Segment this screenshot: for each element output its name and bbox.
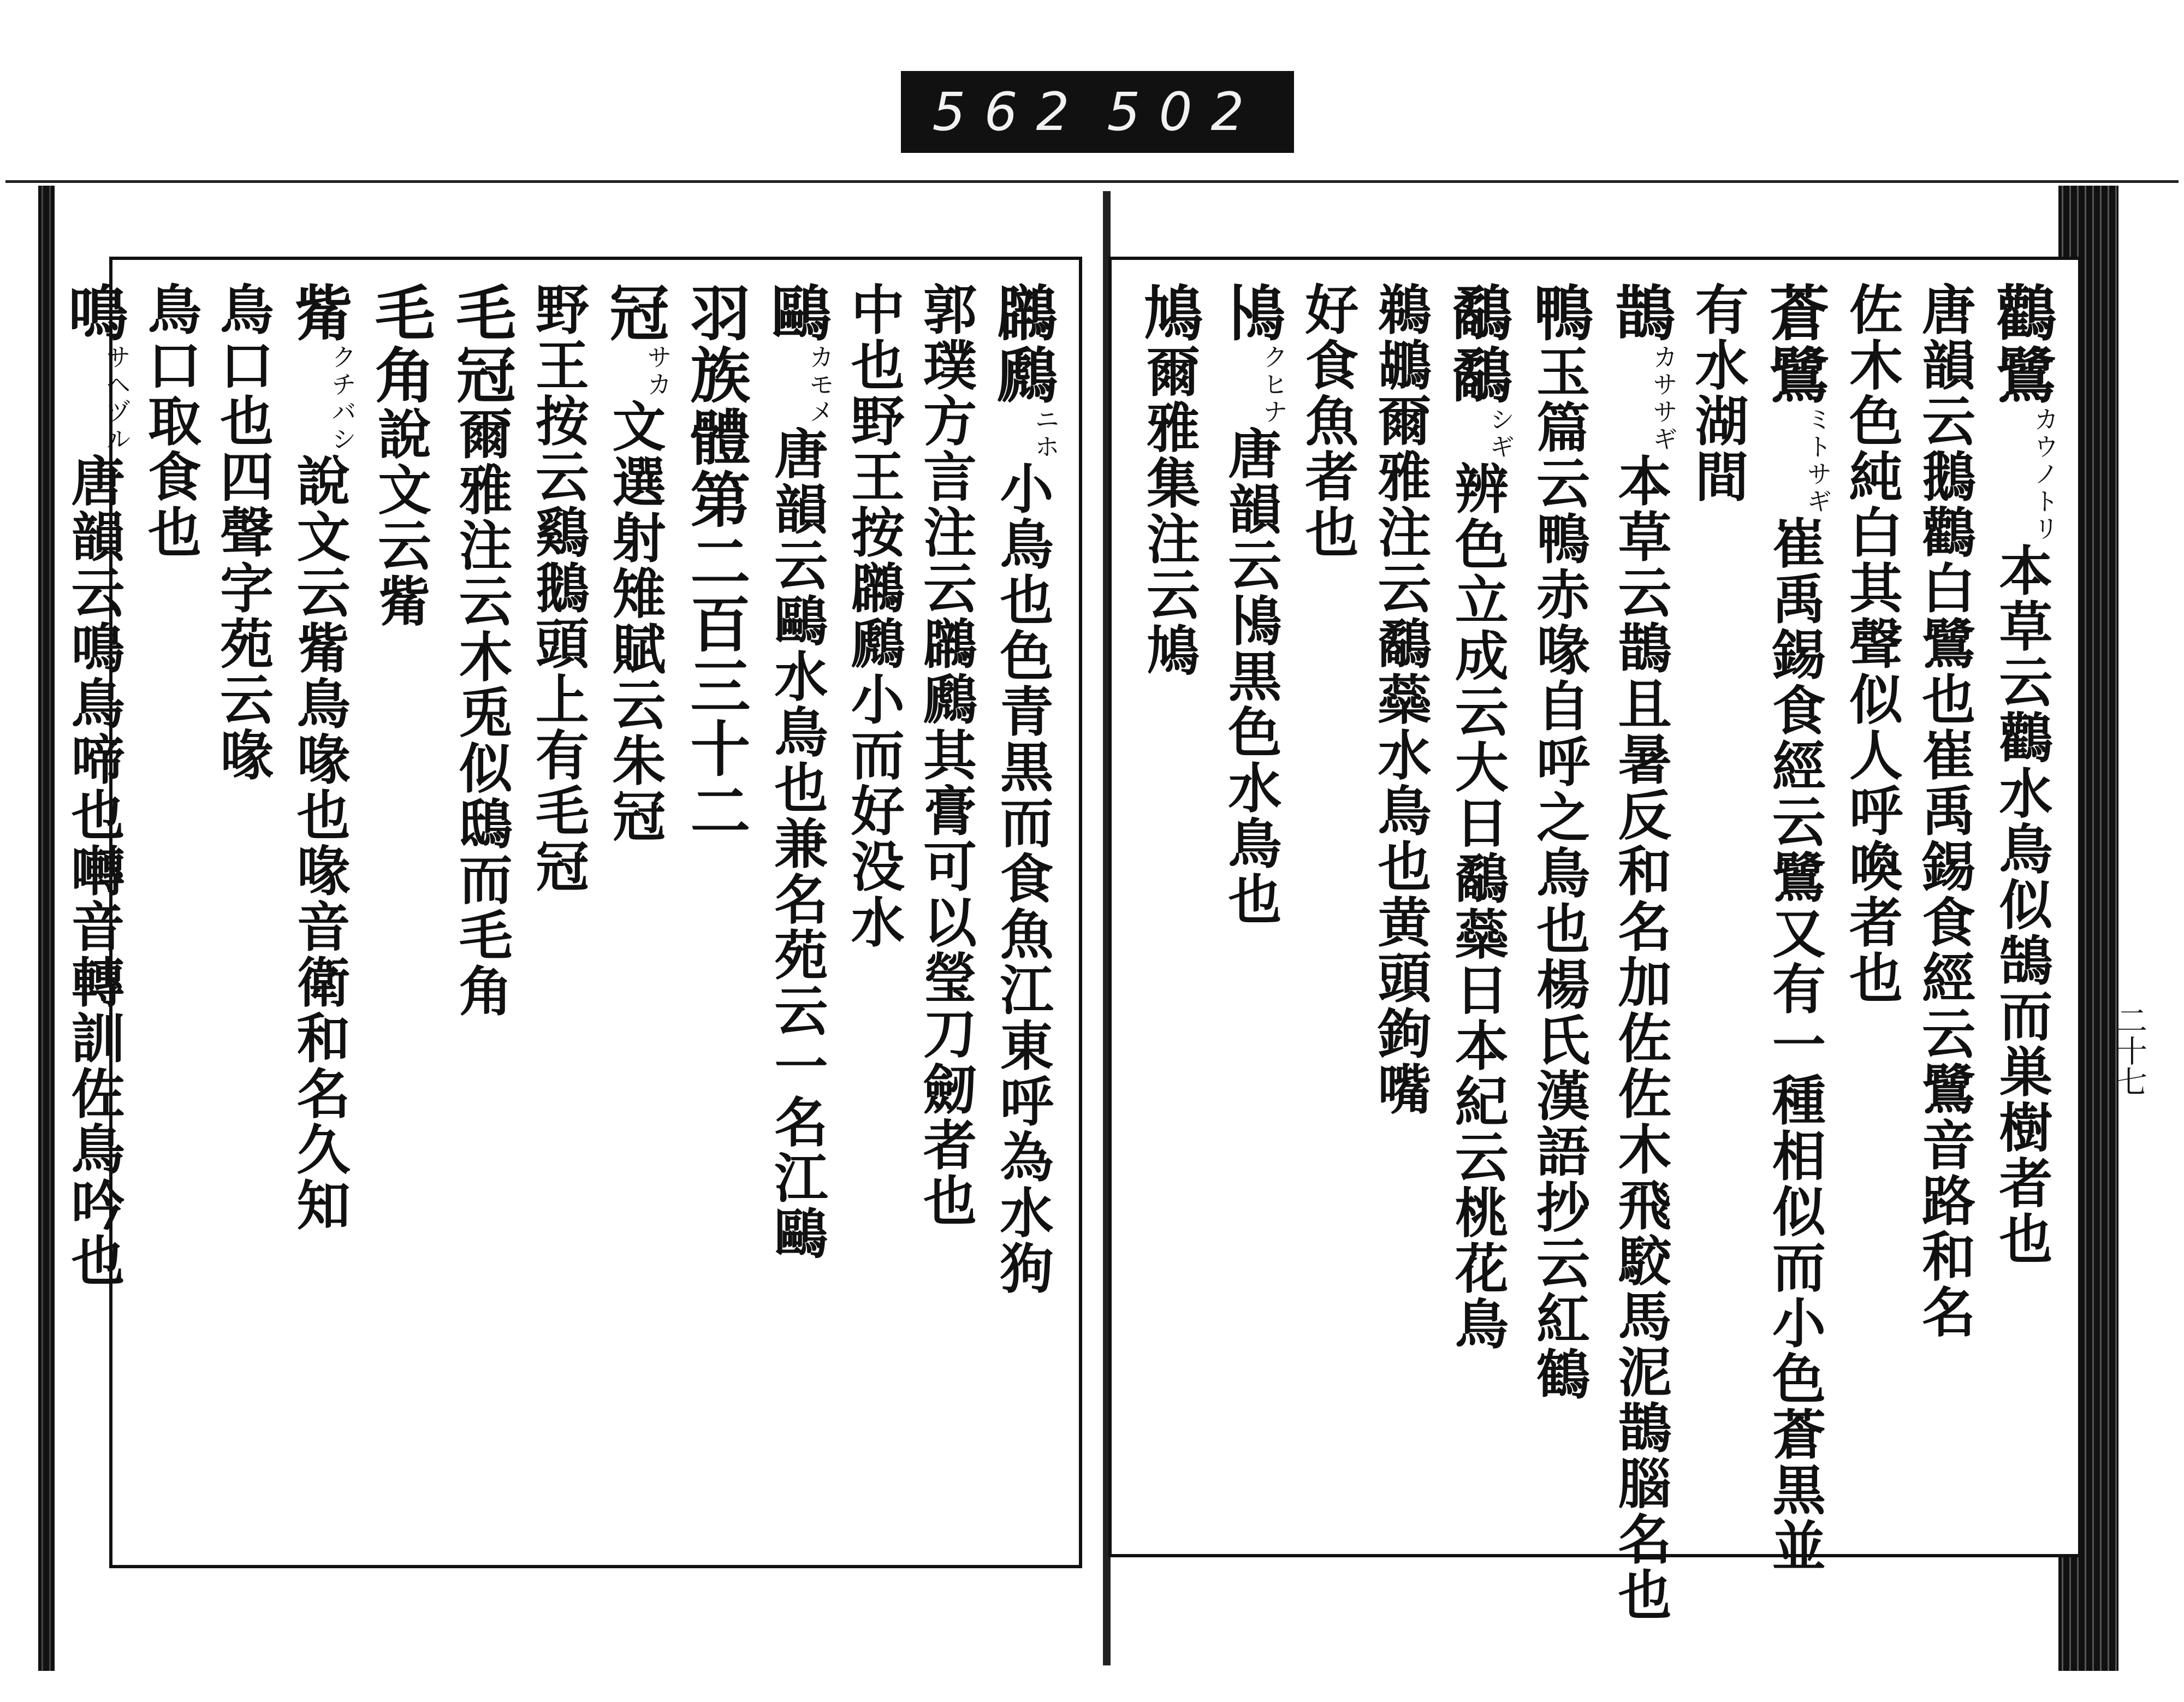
text-column: 毛冠爾雅注云木兎似鴟而毛角 bbox=[446, 282, 517, 1019]
left-page-columns bbox=[58, 282, 1063, 1543]
text-column: 鵲$^{カササギ}$本草云鵲且暑反和名加佐佐木飛駮馬泥鵲腦名也 bbox=[1605, 282, 1678, 1623]
text-column: 佐木色純白其聲似人呼喚者也 bbox=[1840, 282, 1903, 1006]
text-column: 觜$^{クチバシ}$說文云觜鳥喙也喙音衛和名久知 bbox=[284, 282, 358, 1233]
text-column: 鳥口取食也 bbox=[139, 282, 202, 560]
section-heading: 羽族體第二百三十二 bbox=[680, 282, 751, 842]
left-page-text-frame bbox=[58, 257, 1082, 1568]
page-number-label bbox=[901, 71, 1294, 153]
text-column: 唐韻云鵝鸛白鷺也崔禹錫食經云鷺音路和名 bbox=[1913, 282, 1976, 1340]
text-column: 冠$^{サカ}$文選射雉賦云朱冠 bbox=[599, 282, 673, 844]
right-page-columns bbox=[1128, 282, 2062, 1623]
label-left-number: 562 bbox=[932, 81, 1088, 143]
text-column: 有水湖間 bbox=[1686, 282, 1749, 505]
text-column: 鳥口也四聲字苑云喙 bbox=[211, 282, 274, 783]
text-column: 好食魚者也 bbox=[1296, 282, 1359, 560]
text-column: 鴨玉篇云鴨赤喙自呼之鳥也楊氏漢語抄云紅鶴 bbox=[1523, 282, 1594, 1402]
text-column: 鸛鷺$^{カウノトリ}$本草云鸛水鳥似鵠而巣樹者也 bbox=[1986, 282, 2060, 1267]
text-column: 鳪$^{クヒナ}$唐韻云鳪黒色水鳥也 bbox=[1215, 282, 1289, 927]
text-column: 毛角說文云觜 bbox=[365, 282, 436, 629]
text-column: 鳩爾雅集注云鳩 bbox=[1133, 282, 1204, 678]
text-column: 鷗$^{カモメ}$唐韻云鷗水鳥也兼名苑云一名江鷗 bbox=[761, 282, 835, 1261]
text-column: 郭璞方言注云鸊鷉其膏可以瑩刀劒者也 bbox=[914, 282, 977, 1229]
text-column: 鵜鶘爾雅注云鷸蘂水鳥也黄頭鉤嘴 bbox=[1369, 282, 1432, 1117]
text-column: 鳴$^{サヘヅル}$唐韻云鳴鳥啼也囀音轉訓佐鳥吟也 bbox=[58, 282, 132, 1289]
text-column: 中也野王按鸊鷉小而好没水 bbox=[842, 282, 905, 950]
text-column: 鸊鷉$^{ニホ}$小鳥也色青黒而食魚江東呼為水狗 bbox=[987, 282, 1060, 1296]
page-folio-number: 二十七 bbox=[2112, 1005, 2147, 1096]
text-column: 野王按云鷄鵝頭上有毛冠 bbox=[526, 282, 590, 894]
text-column: 鷸鷸$^{シギ}$辨色立成云大日鷸蘂日本紀云桃花鳥 bbox=[1442, 282, 1516, 1352]
right-page-text-frame bbox=[1108, 257, 2081, 1623]
text-column: 蒼鷺$^{ミトサギ}$崔禹錫食經云鷺又有一種相似而小色蒼黒並 bbox=[1759, 282, 1833, 1574]
label-right-number: 502 bbox=[1107, 81, 1263, 143]
